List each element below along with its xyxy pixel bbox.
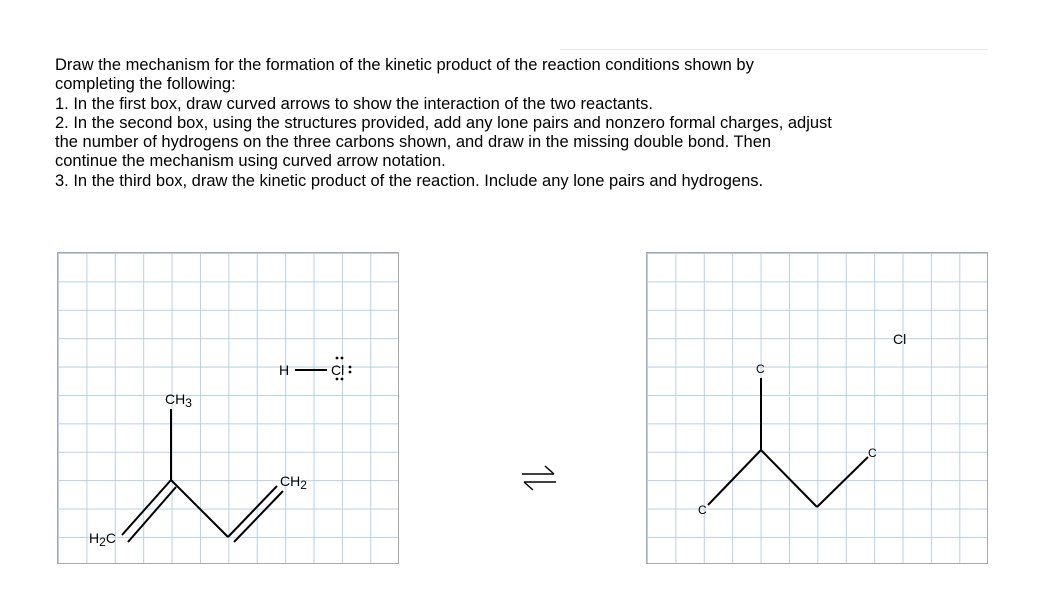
top-divider [560,49,988,50]
atom-ch2[interactable]: CH2 [280,473,307,492]
instructions [55,56,995,191]
atom-c-bottom[interactable]: C [698,503,707,517]
instruction-line: 3. In the third box, draw the kinetic product of the reaction. Include any lone pairs and hydrogens. [55,171,764,190]
atom-c-top[interactable]: C [756,362,765,376]
atom-h2c[interactable]: H2C [89,530,116,549]
instruction-line: completing the following: [55,75,236,94]
bond-left[interactable] [708,450,761,505]
reactants-drawing-box[interactable] [57,252,399,564]
instruction-line: the number of hydrogens on the three carbons shown, and draw in the missing double bond. Then [55,133,772,152]
instruction-line: continue the mechanism using curved arrow notation. [55,152,446,171]
bond-right[interactable] [817,457,868,507]
atom-c-right[interactable]: C [868,446,877,460]
instruction-line: 1. In the first box, draw curved arrows to show the interaction of the two reactants. [55,94,653,113]
atom-ch3[interactable]: CH3 [165,391,192,410]
double-bond-right-b[interactable] [234,491,283,542]
atom-h[interactable]: H [279,362,290,378]
intermediate-structure [647,253,989,565]
instruction-line: 2. In the second box, using the structures provided, add any lone pairs and nonzero formal charges, adjust [55,113,832,132]
bond-single[interactable] [171,480,228,537]
equilibrium-arrows-icon [518,462,560,494]
reactants-structure [58,253,400,565]
instruction-line: Draw the mechanism for the formation of the kinetic product of the reaction conditions shown by [55,56,754,74]
atom-cl[interactable]: Cl [331,362,345,378]
atom-cl[interactable]: Cl [893,331,907,347]
bond-middle[interactable] [761,450,817,507]
double-bond-left-b[interactable] [128,487,176,542]
intermediate-drawing-box[interactable] [646,252,988,564]
double-bond-left-a[interactable] [122,480,171,535]
double-bond-right-a[interactable] [228,486,277,537]
